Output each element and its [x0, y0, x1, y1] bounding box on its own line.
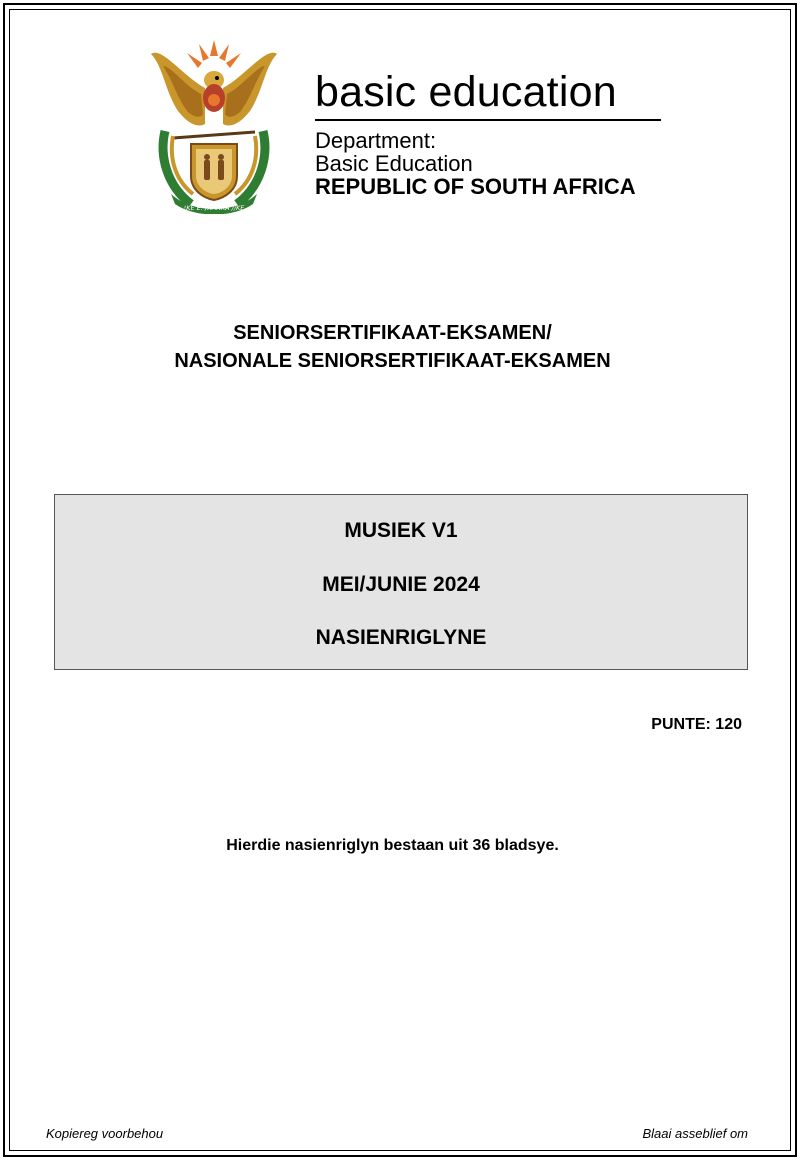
document-type: NASIENRIGLYNE — [315, 626, 487, 649]
subject-title: MUSIEK V1 — [344, 519, 458, 542]
subject-info-box — [54, 494, 748, 670]
brand-title: basic education — [315, 68, 617, 116]
copyright-notice: Kopiereg voorbehou — [46, 1126, 164, 1141]
exam-session: MEI/JUNIE 2024 — [322, 573, 480, 596]
total-marks: PUNTE: 120 — [651, 716, 742, 733]
department-label: Department: — [315, 128, 437, 153]
exam-title-line-1: SENIORSERTIFIKAAT-EKSAMEN/ — [233, 322, 552, 344]
page-count-note: Hierdie nasienriglyn bestaan uit 36 bladsye. — [226, 837, 559, 854]
coat-of-arms-icon — [143, 36, 285, 214]
department-name: Basic Education — [315, 151, 473, 176]
exam-title-line-2: NASIONALE SENIORSERTIFIKAAT-EKSAMEN — [174, 350, 611, 372]
crest-motto: !KE E: /XARRA //KE — [183, 204, 245, 212]
brand-underline — [315, 119, 661, 121]
turn-page-notice: Blaai asseblief om — [642, 1126, 748, 1141]
country-name: REPUBLIC OF SOUTH AFRICA — [315, 174, 636, 199]
